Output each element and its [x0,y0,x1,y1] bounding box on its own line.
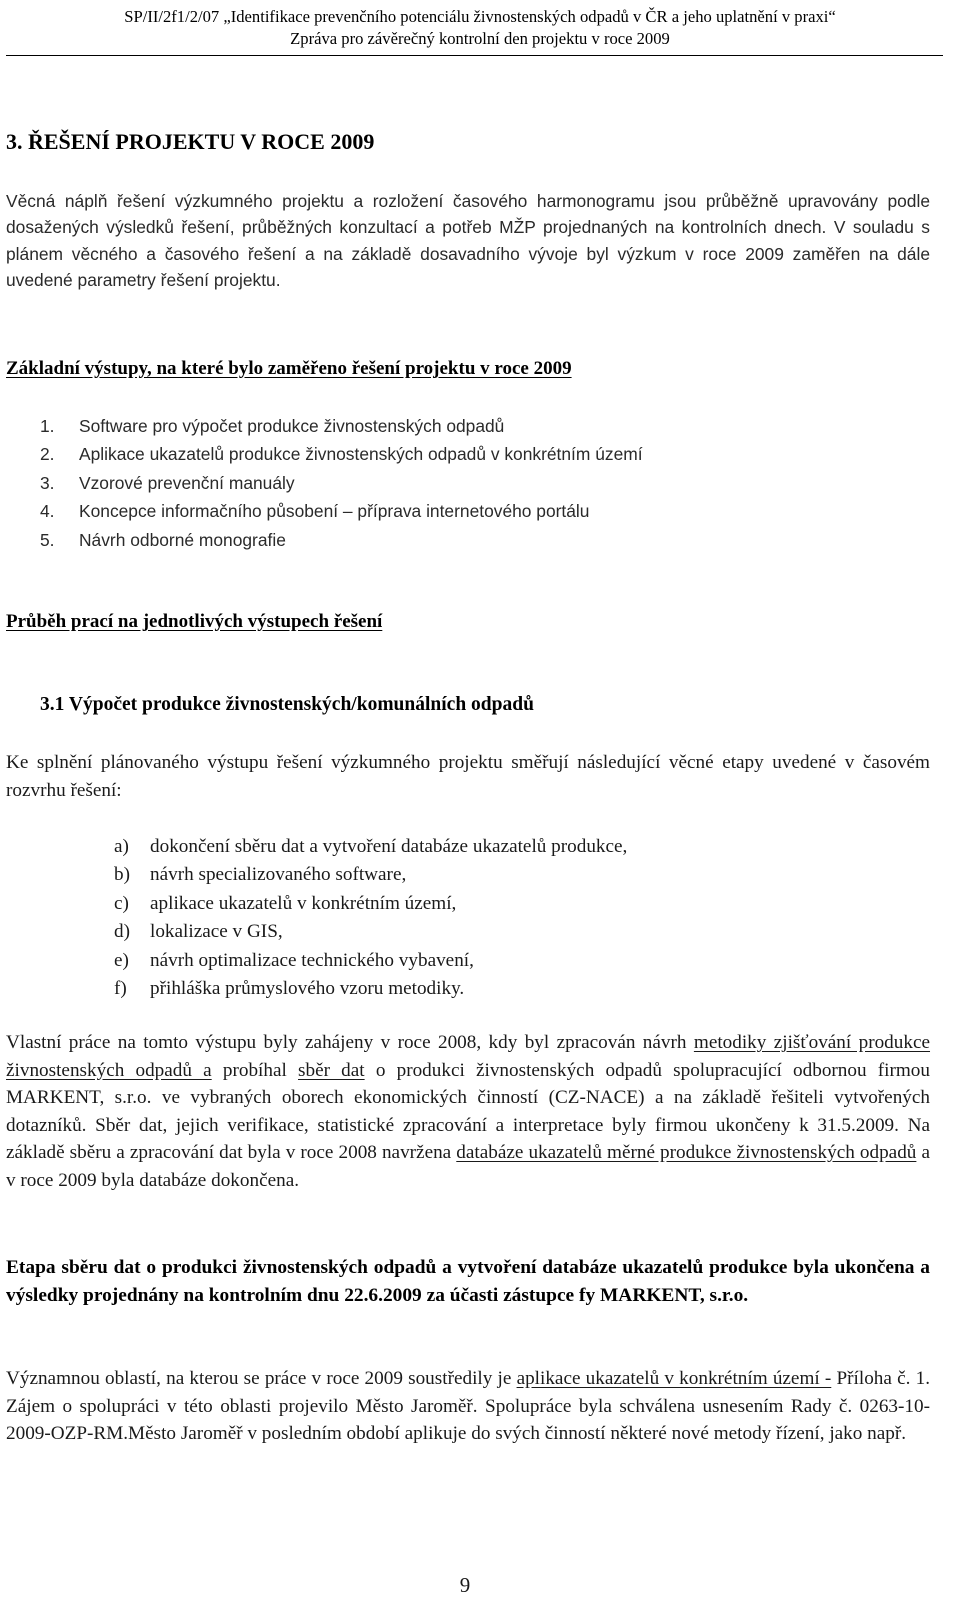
list-item: a) dokončení sběru dat a vytvoření databáze ukazatelů produkce, [114,836,628,857]
subsection-title: 3.1 Výpočet produkce živnostenských/komunálních odpadů [40,694,534,715]
list-item: d) lokalizace v GIS, [114,921,283,943]
bold-paragraph: Etapa sběru dat o produkci živnostenských odpadů a vytvoření databáze ukazatelů produkce byla ukončena a výsledky projednány na kontrolním dnu 22.6.2009 za účasti zástupce fy MARKENT, s.r.o. [6,1257,930,1306]
outputs-list [40,412,643,554]
underlined-phrase: databáze ukazatelů měrné produkce živnostenských odpadů [456,1142,917,1163]
list-item: f) přihláška průmyslového vzoru metodiky. [114,978,465,1000]
list-item: c) aplikace ukazatelů v konkrétním území, [114,892,457,914]
list-item: 3. Vzorové prevenční manuály [40,472,295,493]
section-title: 3. ŘEŠENÍ PROJEKTU V ROCE 2009 [6,129,375,154]
underlined-phrase: aplikace ukazatelů v konkrétním území - [516,1368,832,1389]
list-item: 2. Aplikace ukazatelů produkce živnostenských odpadů v konkrétním území [40,444,643,465]
list-item: b) návrh specializovaného software, [114,864,407,886]
underlined-phrase: metodiky zjišťování produkce živnostenských odpadů a [6,1032,931,1081]
running-header-project: SP/II/2f1/2/07 „Identifikace prevenčního potenciálu živnostenských odpadů v ČR a jeho uplatnění v praxi“ [124,7,836,26]
running-header-report: Zpráva pro závěrečný kontrolní den projektu v roce 2009 [290,29,670,48]
progress-heading: Průběh prací na jednotlivých výstupech řešení [6,611,383,632]
list-item: 1. Software pro výpočet produkce živnostenských odpadů [40,416,505,436]
underlined-phrase: sběr dat [298,1059,365,1081]
list-item: e) návrh optimalizace technického vybavení, [114,949,474,971]
subsection-intro: Ke splnění plánovaného výstupu řešení výzkumného projektu směřují následující věcné etapy uvedené v časovém rozvrhu řešení: [6,752,930,801]
intro-paragraph: Věcná náplň řešení výzkumného projektu a rozložení časového harmonogramu jsou průběžně upravovány podle dosažených výsledků řešení, průběžných konzultací a potřeb MŽP projednaných na kontrolních dnech. V souladu s plánem věcného a časového řešení a na základě dosavadního vývoje byl výzkum v roce 2009 zaměřen na dále uvedené parametry řešení projektu. [6,191,930,291]
outputs-heading: Základní výstupy, na které bylo zaměřeno řešení projektu v roce 2009 [6,358,572,379]
page-number: 9 [459,1573,471,1597]
header-rule [6,55,943,56]
list-item: 4. Koncepce informačního působení – příprava internetového portálu [40,501,590,522]
stages-list [114,833,627,1003]
work-paragraph: Vlastní práce na tomto výstupu byly zahájeny v roce 2008, kdy byl zpracován návrh metodiky zjišťování produkce živnostenských odpadů a probíhal sběr dat o produkci živnostenských odpadů spolupracující odbornou firmou MARKENT, s.r.o. ve vybraných oborech ekonomických činností (CZ-NACE) a na základě řešiteli vytvořených dotazníků. Sběr dat, jejich verifikace, statistické zpracování a interpretace byly firmou ukončeny k 31.5.2009. Na základě sběru a zpracování dat byla v roce 2008 navržena databáze ukazatelů měrné produkce živnostenských odpadů a v roce 2009 byla databáze dokončena. [6,1032,931,1191]
list-item: 5. Návrh odborné monografie [40,529,286,550]
application-paragraph: Významnou oblastí, na kterou se práce v roce 2009 soustředily je aplikace ukazatelů v konkrétním území - Příloha č. 1. Zájem o spolupráci v této oblasti projevilo Město Jaroměř. Spolupráce byla schválena usnesením Rady č. 0263-10-2009-OZP-RM.Město Jaroměř v posledním období aplikuje do svých činností některé nové metody řízení, jako např. [6,1368,930,1444]
